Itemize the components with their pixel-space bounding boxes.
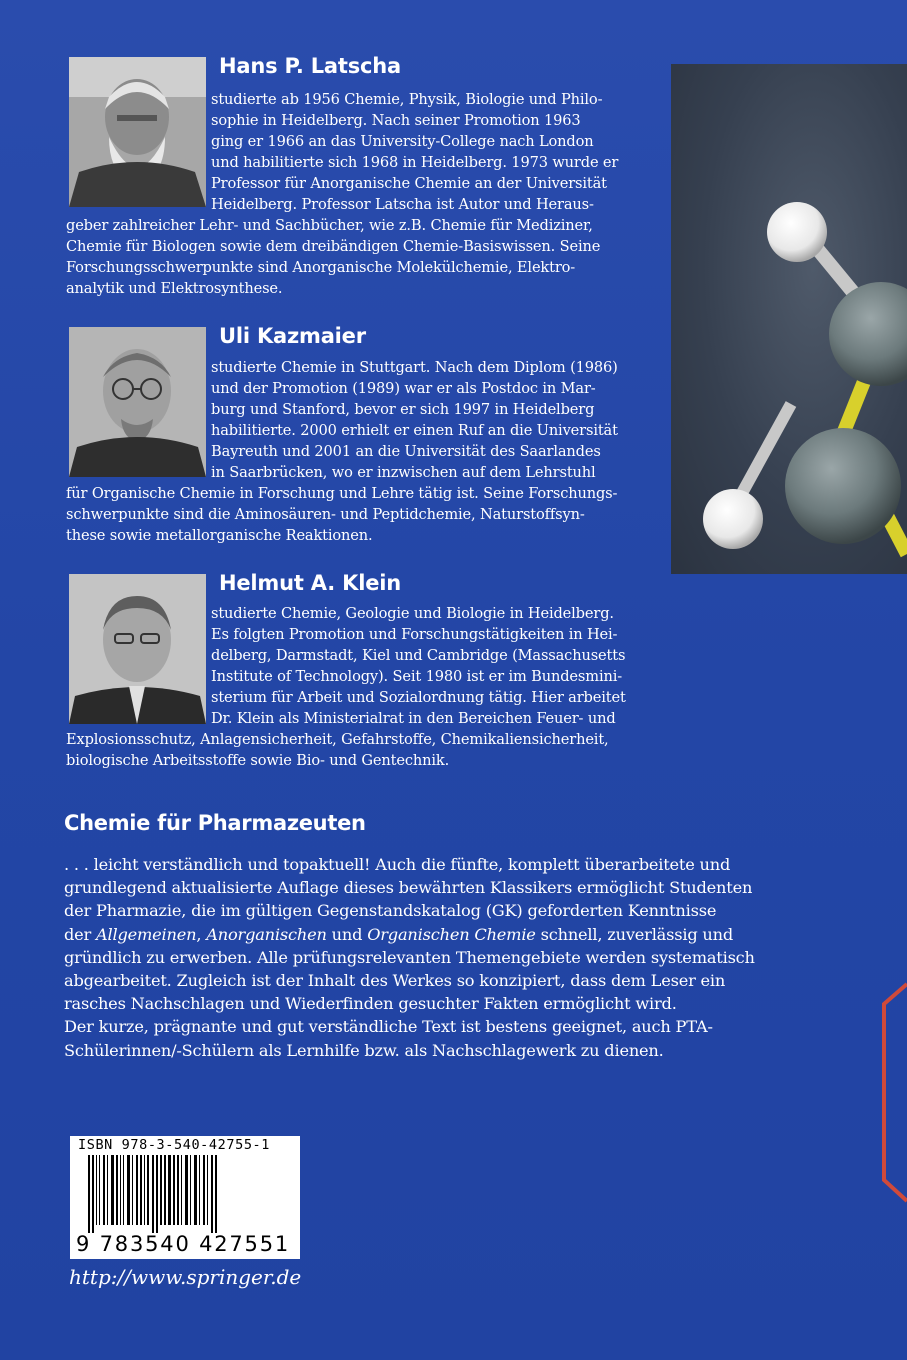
bio-line: Dr. Klein als Ministerialrat in den Bereichen Feuer- und xyxy=(211,710,616,727)
bio-line: Professor für Anorganische Chemie an der Universität xyxy=(211,175,607,192)
desc-line: gründlich zu erwerben. Alle prüfungsrelevanten Themengebiete werden systematisch xyxy=(64,947,755,967)
barcode-bar xyxy=(152,1155,154,1233)
barcode-bar xyxy=(160,1155,162,1225)
barcode-bar xyxy=(107,1155,108,1225)
barcode-bar xyxy=(96,1155,97,1225)
desc-italic: Allgemeinen xyxy=(96,924,197,944)
barcode-bar xyxy=(127,1155,130,1225)
bio-line: burg und Stanford, bevor er sich 1997 in Heidelberg xyxy=(211,401,595,418)
barcode-bar xyxy=(177,1155,179,1225)
desc-line: rasches Nachschlagen und Wiederfinden gesuchter Fakten ermöglicht wird. xyxy=(64,994,677,1014)
barcode-bar xyxy=(168,1155,171,1225)
book-title: Chemie für Pharmazeuten xyxy=(64,811,366,835)
bio-line: sophie in Heidelberg. Nach seiner Promotion 1963 xyxy=(211,112,581,129)
barcode-bar xyxy=(203,1155,205,1225)
desc-line: grundlegend aktualisierte Auflage dieses bewährten Klassikers ermöglicht Studenten xyxy=(64,878,753,898)
desc-line: Schülerinnen/-Schülern als Lernhilfe bzw. als Nachschlagewerk zu dienen. xyxy=(64,1040,664,1060)
ball-and-stick-molecule-icon xyxy=(671,64,907,574)
author-bio xyxy=(66,89,646,299)
barcode-bar xyxy=(144,1155,145,1225)
barcode-bar xyxy=(116,1155,118,1225)
bio-line: these sowie metallorganische Reaktionen. xyxy=(66,527,373,544)
bio-line: analytik und Elektrosynthese. xyxy=(66,280,283,297)
bio-line: ging er 1966 an das University-College nach London xyxy=(211,133,594,150)
barcode-bar xyxy=(215,1155,217,1233)
barcode-bar xyxy=(147,1155,149,1225)
author-bio xyxy=(66,603,646,771)
bio-line: Explosionsschutz, Anlagensicherheit, Gefahrstoffe, Chemikaliensicherheit, xyxy=(66,731,609,748)
bio-line: schwerpunkte sind die Aminosäuren- und Peptidchemie, Naturstoffsyn- xyxy=(66,506,585,523)
author-name: Hans P. Latscha xyxy=(219,54,401,78)
barcode-bar xyxy=(88,1155,90,1233)
desc-text: , xyxy=(196,924,207,944)
bio-line: studierte Chemie in Stuttgart. Nach dem Diplom (1986) xyxy=(211,359,618,376)
desc-line: . . . leicht verständlich und topaktuell! Auch die fünfte, komplett überarbeitete und xyxy=(64,855,731,874)
barcode-bar xyxy=(92,1155,94,1233)
bio-line: habilitierte. 2000 erhielt er einen Ruf an die Universität xyxy=(211,422,618,439)
desc-line: Der kurze, prägnante und gut verständliche Text ist bestens geeignet, auch PTA- xyxy=(64,1017,713,1037)
isbn-barcode xyxy=(70,1136,300,1259)
bio-line: Institute of Technology). Seit 1980 ist er im Bundesmini- xyxy=(211,668,623,685)
publisher-url[interactable]: http://www.springer.de xyxy=(69,1265,302,1289)
barcode-bar xyxy=(136,1155,138,1225)
barcode-bar xyxy=(99,1155,100,1225)
author-name: Helmut A. Klein xyxy=(219,571,401,595)
barcode-bar xyxy=(211,1155,213,1233)
barcode-bar xyxy=(164,1155,166,1225)
bio-line: delberg, Darmstadt, Kiel und Cambridge (Massachusetts xyxy=(211,647,626,664)
molecule-image xyxy=(671,64,907,574)
isbn-label: ISBN 978-3-540-42755-1 xyxy=(78,1137,271,1153)
barcode-bar xyxy=(103,1155,105,1225)
bio-line: Es folgten Promotion und Forschungstätigkeiten in Hei- xyxy=(211,626,618,643)
barcode-bar xyxy=(111,1155,114,1225)
barcode-bar xyxy=(181,1155,182,1225)
barcode-bars-icon xyxy=(76,1155,294,1233)
barcode-bar xyxy=(132,1155,133,1225)
desc-line: der Pharmazie, die im gültigen Gegenstandskatalog (GK) geforderten Kenntnisse xyxy=(64,901,717,921)
bio-line: und habilitierte sich 1968 in Heidelberg. 1973 wurde er xyxy=(211,154,619,171)
barcode-bar xyxy=(185,1155,188,1225)
bio-line: biologische Arbeitsstoffe sowie Bio- und Gentechnik. xyxy=(66,752,450,769)
desc-text: schnell, zuverlässig und xyxy=(535,924,734,944)
book-description xyxy=(64,853,794,1062)
barcode-bar xyxy=(140,1155,142,1225)
bio-line: studierte Chemie, Geologie und Biologie in Heidelberg. xyxy=(211,605,614,622)
author-bio xyxy=(66,357,646,546)
bio-line: Heidelberg. Professor Latscha ist Autor und Heraus- xyxy=(211,196,594,213)
barcode-bar xyxy=(120,1155,121,1225)
bio-line: studierte ab 1956 Chemie, Physik, Biologie und Philo- xyxy=(211,91,603,108)
barcode-bar xyxy=(190,1155,191,1225)
barcode-bar xyxy=(156,1155,158,1233)
barcode-bar xyxy=(173,1155,175,1225)
author-name: Uli Kazmaier xyxy=(219,324,366,348)
bio-line: sterium für Arbeit und Sozialordnung tätig. Hier arbeitet xyxy=(211,689,626,706)
hexagon-outline-icon xyxy=(878,980,907,1205)
desc-line: abgearbeitet. Zugleich ist der Inhalt des Werkes so konzipiert, dass dem Leser ein xyxy=(64,971,726,991)
barcode-bar xyxy=(123,1155,124,1225)
barcode-bar xyxy=(194,1155,197,1225)
bio-line: geber zahlreicher Lehr- und Sachbücher, wie z.B. Chemie für Mediziner, xyxy=(66,217,593,234)
desc-text: der xyxy=(64,924,97,944)
desc-italic: Organischen Chemie xyxy=(367,924,536,944)
desc-text: und xyxy=(326,924,368,944)
bio-line: Bayreuth und 2001 an die Universität des Saarlandes xyxy=(211,443,601,460)
bio-line: in Saarbrücken, wo er inzwischen auf dem Lehrstuhl xyxy=(211,464,596,481)
barcode-bar xyxy=(207,1155,208,1225)
isbn-digits: 9 783540 427551 xyxy=(76,1232,291,1256)
bio-line: und der Promotion (1989) war er als Postdoc in Mar- xyxy=(211,380,596,397)
desc-italic: Anorganischen xyxy=(206,924,327,944)
barcode-bar xyxy=(199,1155,200,1225)
bio-line: Chemie für Biologen sowie dem dreibändigen Chemie-Basiswissen. Seine xyxy=(66,238,601,255)
desc-line xyxy=(64,923,794,946)
bio-line: Forschungsschwerpunkte sind Anorganische Molekülchemie, Elektro- xyxy=(66,259,576,276)
bio-line: für Organische Chemie in Forschung und Lehre tätig ist. Seine Forschungs- xyxy=(66,485,618,502)
